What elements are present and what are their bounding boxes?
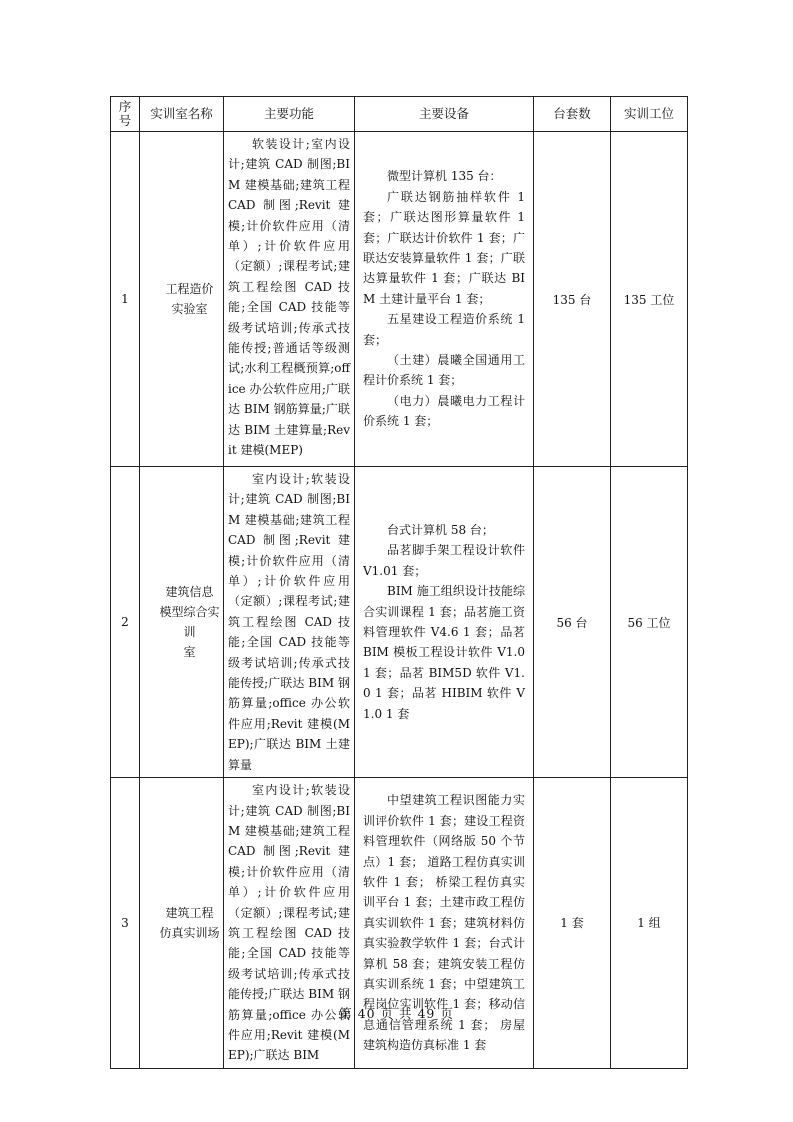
lab-name: 工程造价 实验室 <box>140 132 224 467</box>
equipment-line: 微型计算机 135 台： <box>387 169 502 184</box>
station-count: 135 工位 <box>611 132 688 467</box>
header-stations: 实训工位 <box>611 97 688 132</box>
page-number-footer: 第 40 页 共 49 页 <box>339 1006 454 1021</box>
lab-name: 建筑工程 仿真实训场 <box>140 778 224 1069</box>
lab-functions: 软装设计;室内设计;建筑 CAD 制图;BIM 建模基础;建筑工程 CAD 制图;Revit 建模;计价软件应用（清单）;计价软件应用（定额）;课程考试;建筑工程绘图 CAD 技能;全国 CAD 技能等级考试培训;传承式技能传授;普通话等级测试;水利工程概预算;office 办公软件应用;广联达 BIM 钢筋算量;广联达 BIM 土建算量;Revit 建模(MEP) <box>224 132 355 467</box>
lab-table <box>110 96 688 1069</box>
row-number: 1 <box>111 132 140 467</box>
equipment-line: BIM 施工组织设计技能综合实训课程 1 套；品茗施工资料管理软件 V4.6 1 套；品茗 BIM 模板工程设计软件 V1.0 1 套；品茗 BIM5D 软件 V1.0 1 套；品茗 HIBIM 软件 V1.0 1 套 <box>363 584 525 721</box>
lab-equipment <box>355 778 534 1069</box>
equipment-count: 135 台 <box>534 132 611 467</box>
header-equipment: 主要设备 <box>355 97 534 132</box>
equipment-count: 1 套 <box>534 778 611 1069</box>
table-row <box>111 467 688 778</box>
station-count: 1 组 <box>611 778 688 1069</box>
header-name: 实训室名称 <box>140 97 224 132</box>
equipment-line: 台式计算机 58 台； <box>387 523 494 538</box>
equipment-line: （电力）晨曦电力工程计价系统 1 套； <box>363 393 525 429</box>
lab-functions: 室内设计;软装设计;建筑 CAD 制图;BIM 建模基础;建筑工程 CAD 制图;Revit 建模;计价软件应用（清单）;计价软件应用（定额）;课程考试;建筑工程绘图 CAD 技能;全国 CAD 技能等级考试培训;传承式技能传授;广联达 BIM 钢筋算量;office 办公软件应用;Revit 建模(MEP);广联达 BIM <box>224 778 355 1069</box>
lab-name: 建筑信息 模型综合实训 室 <box>140 467 224 778</box>
table-row <box>111 132 688 467</box>
header-no: 序号 <box>111 97 140 132</box>
table-row <box>111 778 688 1069</box>
equipment-line: 中望建筑工程识图能力实训评价软件 1 套；建设工程资料管理软件（网络版 50 个节点）1 套； 道路工程仿真实训软件 1 套； 桥梁工程仿真实训平台 1 套；土建市政工程仿真实训软件 1 套；建筑材料仿真实验教学软件 1 套；台式计算机 58 套；建筑安装工程仿真实训系统 1 套；中望建筑工程岗位实训软件 1 套；移动信息通信管理系统 1 套； 房屋建筑构造仿真标准 1 套 <box>363 793 525 1053</box>
lab-functions: 室内设计;软装设计;建筑 CAD 制图;BIM 建模基础;建筑工程 CAD 制图;Revit 建模;计价软件应用（清单）;计价软件应用（定额）;课程考试;建筑工程绘图 CAD 技能;全国 CAD 技能等级考试培训;传承式技能传授;广联达 BIM 钢筋算量;office 办公软件应用;Revit 建模(MEP);广联达 BIM 土建算量 <box>224 467 355 778</box>
lab-equipment <box>355 132 534 467</box>
lab-equipment <box>355 467 534 778</box>
equipment-count: 56 台 <box>534 467 611 778</box>
station-count: 56 工位 <box>611 467 688 778</box>
equipment-line: （土建）晨曦全国通用工程计价系统 1 套； <box>363 353 525 388</box>
row-number: 2 <box>111 467 140 778</box>
row-number: 3 <box>111 778 140 1069</box>
equipment-line: 品茗脚手架工程设计软件 V1.01 套； <box>363 543 525 578</box>
header-functions: 主要功能 <box>224 97 355 132</box>
header-count: 台套数 <box>534 97 611 132</box>
table-header-row <box>111 97 688 132</box>
equipment-line: 五星建设工程造价系统 1 套； <box>363 312 525 347</box>
equipment-line: 广联达钢筋抽样软件 1 套；广联达图形算量软件 1 套；广联达计价软件 1 套；广联达安装算量软件 1 套；广联达算量软件 1 套；广联达 BIM 土建计量平台 1 套； <box>363 189 525 306</box>
